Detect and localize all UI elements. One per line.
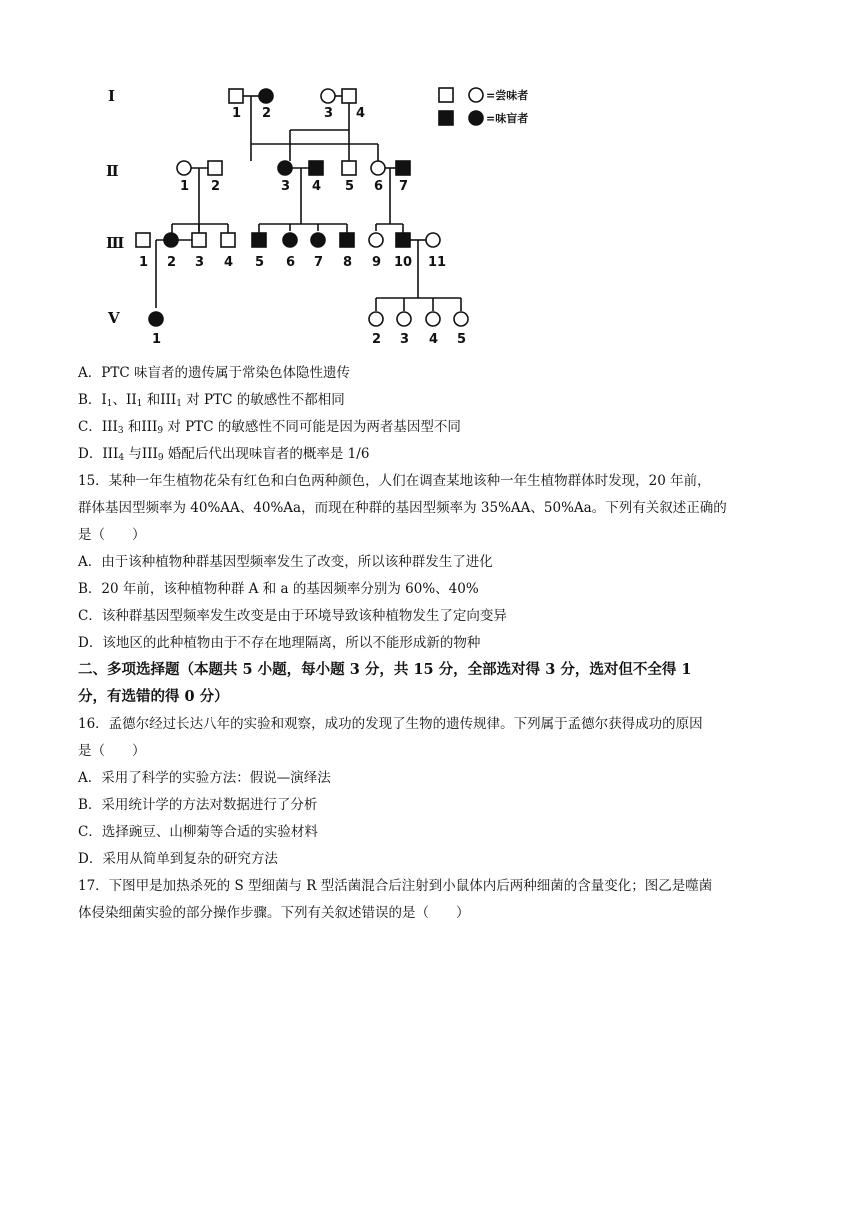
- legend-normal-male-symbol: [439, 88, 453, 102]
- q15-option-d: D．该地区的此种植物由于不存在地理隔离，所以不能形成新的物种: [78, 635, 481, 651]
- q16-stem-line-2: 是（ ）: [78, 743, 146, 759]
- pedigree-II-1: [177, 161, 191, 175]
- pedigree-V-3: [397, 312, 411, 326]
- pedigree-II-4: [309, 161, 323, 175]
- q16-option-b: B．采用统计学的方法对数据进行了分析: [78, 797, 318, 813]
- pedigree-num-II-3: 3: [281, 179, 291, 194]
- pedigree-chart: [100, 78, 570, 350]
- legend-affected-female-symbol: [469, 111, 483, 125]
- q16-stem-line-1: 16．孟德尔经过长达八年的实验和观察，成功的发现了生物的遗传规律。下列属于孟德尔获得成功的原因: [78, 716, 703, 732]
- pedigree-V-2: [369, 312, 383, 326]
- q15-stem-line-2: 群体基因型频率为 40%AA、40%Aa，而现在种群的基因型频率为 35%AA、50%Aa。下列有关叙述正确的: [78, 500, 727, 516]
- pedigree-num-III-8: 8: [343, 255, 353, 270]
- pedigree-III-1: [136, 233, 150, 247]
- q14-option-a: A．PTC 味盲者的遗传属于常染色体隐性遗传: [78, 365, 350, 381]
- pedigree-num-III-10: 10: [394, 255, 413, 270]
- pedigree-III-3: [192, 233, 206, 247]
- pedigree-I-1: [229, 89, 243, 103]
- pedigree-num-II-2: 2: [211, 179, 221, 194]
- pedigree-III-8: [340, 233, 354, 247]
- q16-option-d: D．采用从简单到复杂的研究方法: [78, 851, 278, 867]
- pedigree-III-6: [283, 233, 297, 247]
- pedigree-II-5: [342, 161, 356, 175]
- pedigree-num-I-1: 1: [232, 106, 242, 121]
- pedigree-I-3: [321, 89, 335, 103]
- section-2-heading-line-2: 分，有选错的得 0 分）: [78, 688, 229, 705]
- q14-option-d: D．$III_4$ 与$III_9$ 婚配后代出现味盲者的概率是 1/6: [78, 446, 370, 463]
- legend-affected-label: =味盲者: [486, 112, 529, 125]
- q15-stem-line-3: 是（ ）: [78, 527, 146, 543]
- pedigree-V-5: [454, 312, 468, 326]
- q16-option-c: C．选择豌豆、山柳菊等合适的实验材料: [78, 824, 318, 840]
- pedigree-num-II-4: 4: [312, 179, 322, 194]
- pedigree-III-7: [311, 233, 325, 247]
- section-2-heading-line-1: 二、多项选择题（本题共 5 小题，每小题 3 分，共 15 分，全部选对得 3 分，选对但不全得 1: [78, 661, 692, 678]
- pedigree-num-I-3: 3: [324, 106, 334, 121]
- pedigree-num-V-2: 2: [372, 332, 382, 347]
- generation-label-4: V: [108, 309, 120, 327]
- pedigree-III-2: [164, 233, 178, 247]
- pedigree-I-4: [342, 89, 356, 103]
- pedigree-II-3: [278, 161, 292, 175]
- pedigree-num-III-7: 7: [314, 255, 324, 270]
- q15-stem-line-1: 15．某种一年生植物花朵有红色和白色两种颜色，人们在调查某地该种一年生植物群体时发现，20 年前，: [78, 473, 711, 489]
- generation-label-3: Ⅲ: [106, 234, 125, 252]
- legend-normal-label: =尝味者: [486, 89, 529, 102]
- generation-label-2: Ⅱ: [106, 162, 119, 180]
- pedigree-num-III-9: 9: [372, 255, 382, 270]
- generation-label-1: I: [108, 87, 116, 105]
- pedigree-II-6: [371, 161, 385, 175]
- pedigree-III-5: [252, 233, 266, 247]
- q15-option-c: C．该种群基因型频率发生改变是由于环境导致该种植物发生了定向变异: [78, 608, 507, 624]
- q17-stem-line-2: 体侵染细菌实验的部分操作步骤。下列有关叙述错误的是（ ）: [78, 905, 470, 921]
- pedigree-num-V-3: 3: [400, 332, 410, 347]
- pedigree-num-V-4: 4: [429, 332, 439, 347]
- pedigree-III-10: [396, 233, 410, 247]
- pedigree-num-III-1: 1: [139, 255, 149, 270]
- q14-option-c: C．$III_3$ 和$III_9$ 对 PTC 的敏感性不同可能是因为两者基因型不同: [78, 419, 461, 436]
- q14-option-b: B．$I_1$、$II_1$ 和$III_1$ 对 PTC 的敏感性不都相同: [78, 392, 345, 409]
- legend-affected-male-symbol: [439, 111, 453, 125]
- pedigree-num-II-6: 6: [374, 179, 384, 194]
- pedigree-II-7: [396, 161, 410, 175]
- pedigree-num-III-6: 6: [286, 255, 296, 270]
- pedigree-I-2: [259, 89, 273, 103]
- pedigree-num-III-3: 3: [195, 255, 205, 270]
- pedigree-V-4: [426, 312, 440, 326]
- pedigree-III-9: [369, 233, 383, 247]
- pedigree-num-I-4: 4: [356, 106, 366, 121]
- q15-option-a: A．由于该种植物种群基因型频率发生了改变，所以该种群发生了进化: [78, 554, 493, 570]
- pedigree-num-II-1: 1: [180, 179, 190, 194]
- pedigree-num-I-2: 2: [262, 106, 272, 121]
- legend-normal-female-symbol: [469, 88, 483, 102]
- pedigree-num-V-5: 5: [457, 332, 467, 347]
- pedigree-num-II-5: 5: [345, 179, 355, 194]
- pedigree-V-1: [149, 312, 163, 326]
- pedigree-II-2: [208, 161, 222, 175]
- q16-option-a: A．采用了科学的实验方法：假说—演绎法: [78, 770, 331, 786]
- pedigree-num-III-11: 11: [428, 255, 447, 270]
- pedigree-num-III-5: 5: [255, 255, 265, 270]
- pedigree-num-V-1: 1: [152, 332, 162, 347]
- pedigree-num-III-2: 2: [167, 255, 177, 270]
- q15-option-b: B．20 年前，该种植物种群 A 和 a 的基因频率分别为 60%、40%: [78, 581, 479, 597]
- q17-stem-line-1: 17．下图甲是加热杀死的 S 型细菌与 R 型活菌混合后注射到小鼠体内后两种细菌的含量变化；图乙是噬菌: [78, 878, 713, 894]
- pedigree-III-11: [426, 233, 440, 247]
- pedigree-III-4: [221, 233, 235, 247]
- pedigree-num-III-4: 4: [224, 255, 234, 270]
- pedigree-num-II-7: 7: [399, 179, 409, 194]
